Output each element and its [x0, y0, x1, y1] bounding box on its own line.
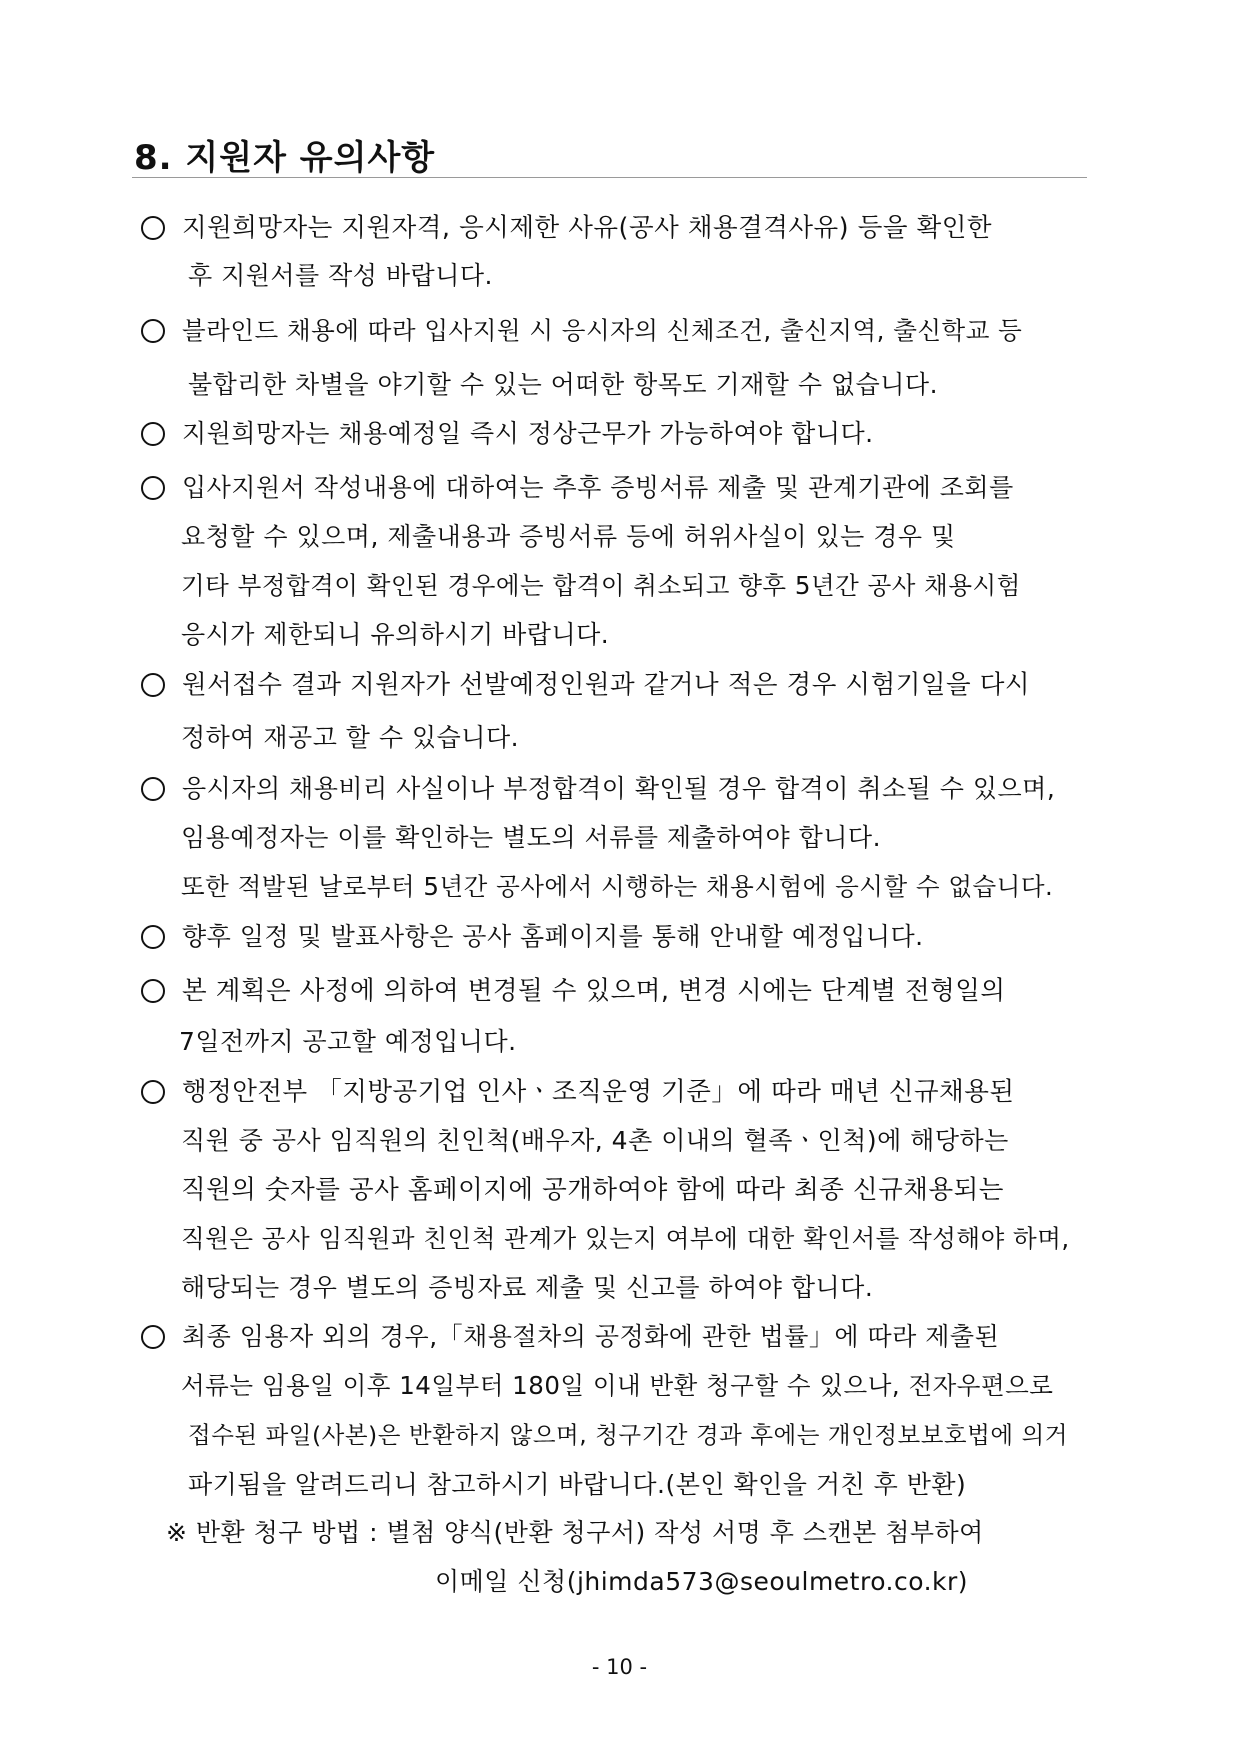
circle-bullet-icon: [141, 216, 165, 240]
note-line: 입사지원서 작성내용에 대하여는 추후 증빙서류 제출 및 관계기관에 조회를: [182, 473, 1014, 502]
circle-bullet-icon: [141, 476, 165, 500]
circle-bullet-icon: [141, 673, 165, 697]
note-line: 직원의 숫자를 공사 홈페이지에 공개하여야 함에 따라 최종 신규채용되는: [181, 1175, 1004, 1205]
note-line: 파기됨을 알려드리니 참고하시기 바랍니다.(본인 확인을 거친 후 반환): [188, 1470, 967, 1499]
note-line: 해당되는 경우 별도의 증빙자료 제출 및 신고를 하여야 합니다.: [181, 1273, 874, 1302]
circle-bullet-icon: [141, 1080, 165, 1104]
page-number: - 10 -: [591, 1655, 648, 1679]
note-line: 블라인드 채용에 따라 입사지원 시 응시자의 신체조건, 출신지역, 출신학교 등: [182, 316, 1023, 345]
note-line: 응시자의 채용비리 사실이나 부정합격이 확인될 경우 합격이 취소될 수 있으며,: [182, 774, 1056, 803]
note-line: 응시가 제한되니 유의하시기 바랍니다.: [181, 620, 610, 649]
note-line: 본 계획은 사정에 의하여 변경될 수 있으며, 변경 시에는 단계별 전형일의: [182, 976, 1006, 1006]
note-line: 지원희망자는 지원자격, 응시제한 사유(공사 채용결격사유) 등을 확인한: [182, 213, 992, 243]
note-line: 기타 부정합격이 확인된 경우에는 합격이 취소되고 향후 5년간 공사 채용시험: [181, 571, 1021, 600]
heading-divider: [132, 177, 1087, 178]
note-line: 7일전까지 공고할 예정입니다.: [179, 1027, 517, 1056]
note-line: 접수된 파일(사본)은 반환하지 않으며, 청구기간 경과 후에는 개인정보보호법에 의거: [188, 1421, 1068, 1449]
note-line: 서류는 임용일 이후 14일부터 180일 이내 반환 청구할 수 있으나, 전자우편으로: [181, 1371, 1054, 1400]
note-line: 후 지원서를 작성 바랍니다.: [188, 261, 493, 290]
note-line: 최종 임용자 외의 경우,「채용절차의 공정화에 관한 법률」에 따라 제출된: [182, 1322, 1000, 1351]
circle-bullet-icon: [141, 1325, 165, 1349]
circle-bullet-icon: [141, 422, 165, 446]
return-method-email: 이메일 신청(jhimda573@seoulmetro.co.kr): [435, 1567, 969, 1596]
note-line: 지원희망자는 채용예정일 즉시 정상근무가 가능하여야 합니다.: [182, 419, 874, 448]
note-line: 또한 적발된 날로부터 5년간 공사에서 시행하는 채용시험에 응시할 수 없습니다.: [181, 872, 1054, 901]
return-method-note: ※ 반환 청구 방법 : 별첨 양식(반환 청구서) 작성 서명 후 스캔본 첨부하여: [166, 1518, 984, 1547]
circle-bullet-icon: [141, 777, 165, 801]
circle-bullet-icon: [141, 925, 165, 949]
note-line: 행정안전부 「지방공기업 인사ㆍ조직운영 기준」에 따라 매년 신규채용된: [182, 1077, 1015, 1107]
note-line: 불합리한 차별을 야기할 수 있는 어떠한 항목도 기재할 수 없습니다.: [188, 370, 939, 399]
note-line: 직원 중 공사 임직원의 친인척(배우자, 4촌 이내의 혈족ㆍ인척)에 해당하는: [181, 1126, 1009, 1155]
section-heading: 8. 지원자 유의사항: [134, 138, 436, 178]
note-line: 요청할 수 있으며, 제출내용과 증빙서류 등에 허위사실이 있는 경우 및: [181, 522, 956, 551]
note-line: 정하여 재공고 할 수 있습니다.: [181, 723, 520, 752]
circle-bullet-icon: [141, 319, 165, 343]
circle-bullet-icon: [141, 979, 165, 1003]
note-line: 향후 일정 및 발표사항은 공사 홈페이지를 통해 안내할 예정입니다.: [182, 922, 924, 951]
note-line: 임용예정자는 이를 확인하는 별도의 서류를 제출하여야 합니다.: [181, 823, 882, 852]
note-line: 직원은 공사 임직원과 친인척 관계가 있는지 여부에 대한 확인서를 작성해야 하며,: [181, 1224, 1070, 1253]
note-line: 원서접수 결과 지원자가 선발예정인원과 같거나 적은 경우 시험기일을 다시: [182, 670, 1030, 700]
